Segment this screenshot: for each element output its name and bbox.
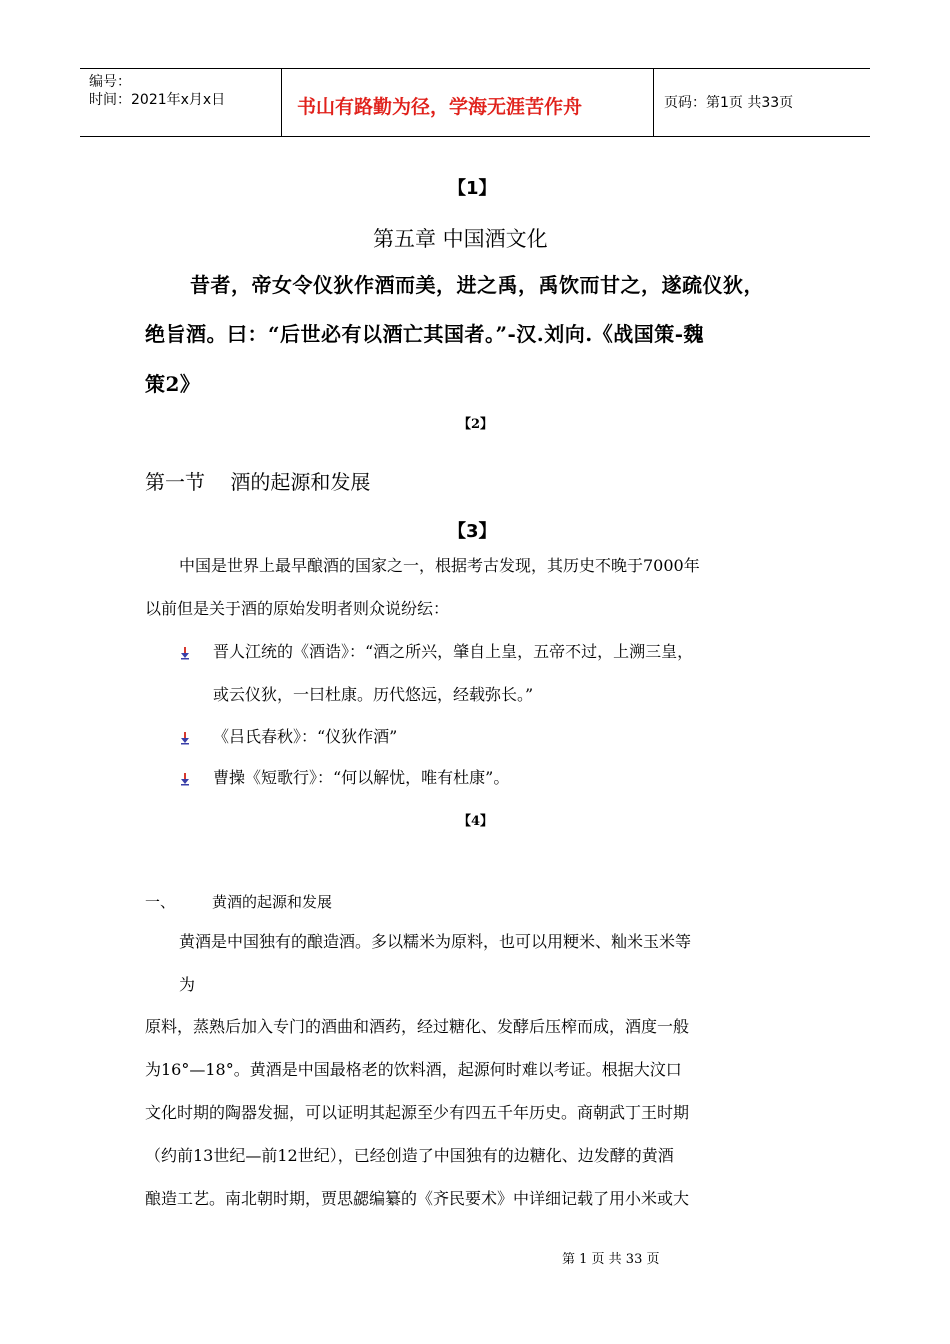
header-top-border	[80, 68, 870, 69]
subsection-number: 一、	[145, 893, 176, 911]
para-line-7: 酿造工艺。南北朝时期，贾思勰编纂的《齐民要术》中详细记载了用小米或大	[145, 1189, 690, 1208]
mark-1: 【1】	[448, 178, 497, 199]
mark-4: 【4】	[458, 814, 494, 829]
intro-line-1: 中国是世界上最早酿酒的国家之一，根据考古发现，其历史不晚于7000年	[179, 556, 700, 575]
header-divider-left	[281, 68, 282, 136]
subsection-title: 黄酒的起源和发展	[212, 893, 333, 911]
para-line-5: 文化时期的陶器发掘，可以证明其起源至少有四五千年历史。商朝武丁王时期	[145, 1103, 690, 1122]
mark-2: 【2】	[458, 417, 494, 432]
para-line-2: 为	[179, 975, 196, 994]
header-page-code: 页码：第1页 共33页	[664, 95, 794, 111]
chapter-title: 第五章 中国酒文化	[373, 227, 548, 251]
mark-3: 【3】	[448, 521, 497, 542]
header-divider-right	[653, 68, 654, 136]
bullet-1-line-2: 或云仪狄，一曰杜康。历代悠远，经载弥长。”	[213, 685, 534, 704]
bullet-1-line-1: 晋人江统的《酒诰》：“酒之所兴，肇自上皇，五帝不过，上溯三皇，	[213, 642, 694, 661]
arrow-bullet-icon	[178, 646, 192, 660]
quote-line-3: 策2》	[145, 372, 201, 396]
page-footer: 第 1 页 共 33 页	[562, 1252, 660, 1267]
header-motto: 书山有路勤为径，学海无涯苦作舟	[297, 96, 583, 118]
arrow-bullet-icon	[178, 731, 192, 745]
arrow-bullet-icon	[178, 772, 192, 786]
header-time-label: 时间：2021年x月x日	[89, 92, 226, 108]
intro-line-2: 以前但是关于酒的原始发明者则众说纷纭：	[145, 599, 450, 618]
header-number-label: 编号：	[89, 74, 131, 90]
header-bottom-border	[80, 136, 870, 137]
bullet-2-line-1: 《吕氏春秋》：“仪狄作酒”	[213, 727, 398, 746]
quote-line-2: 绝旨酒。曰：“后世必有以酒亡其国者。”-汉.刘向.《战国策-魏	[145, 322, 705, 346]
para-line-4: 为16°—18°。黄酒是中国最格老的饮料酒，起源何时难以考证。根据大汶口	[145, 1060, 682, 1079]
para-line-3: 原料，蒸熟后加入专门的酒曲和酒药，经过糖化、发酵后压榨而成，酒度一般	[145, 1017, 690, 1036]
para-line-6: （约前13世纪—前12世纪），已经创造了中国独有的边糖化、边发酵的黄酒	[145, 1146, 674, 1165]
para-line-1: 黄酒是中国独有的酿造酒。多以糯米为原料，也可以用粳米、籼米玉米等	[179, 932, 692, 951]
section-title: 第一节 酒的起源和发展	[145, 470, 371, 494]
bullet-3-line-1: 曹操《短歌行》：“何以解忧，唯有杜康”。	[213, 768, 510, 787]
quote-line-1: 昔者，帝女令仪狄作酒而美，进之禹，禹饮而甘之，遂疏仪狄，	[190, 273, 764, 297]
